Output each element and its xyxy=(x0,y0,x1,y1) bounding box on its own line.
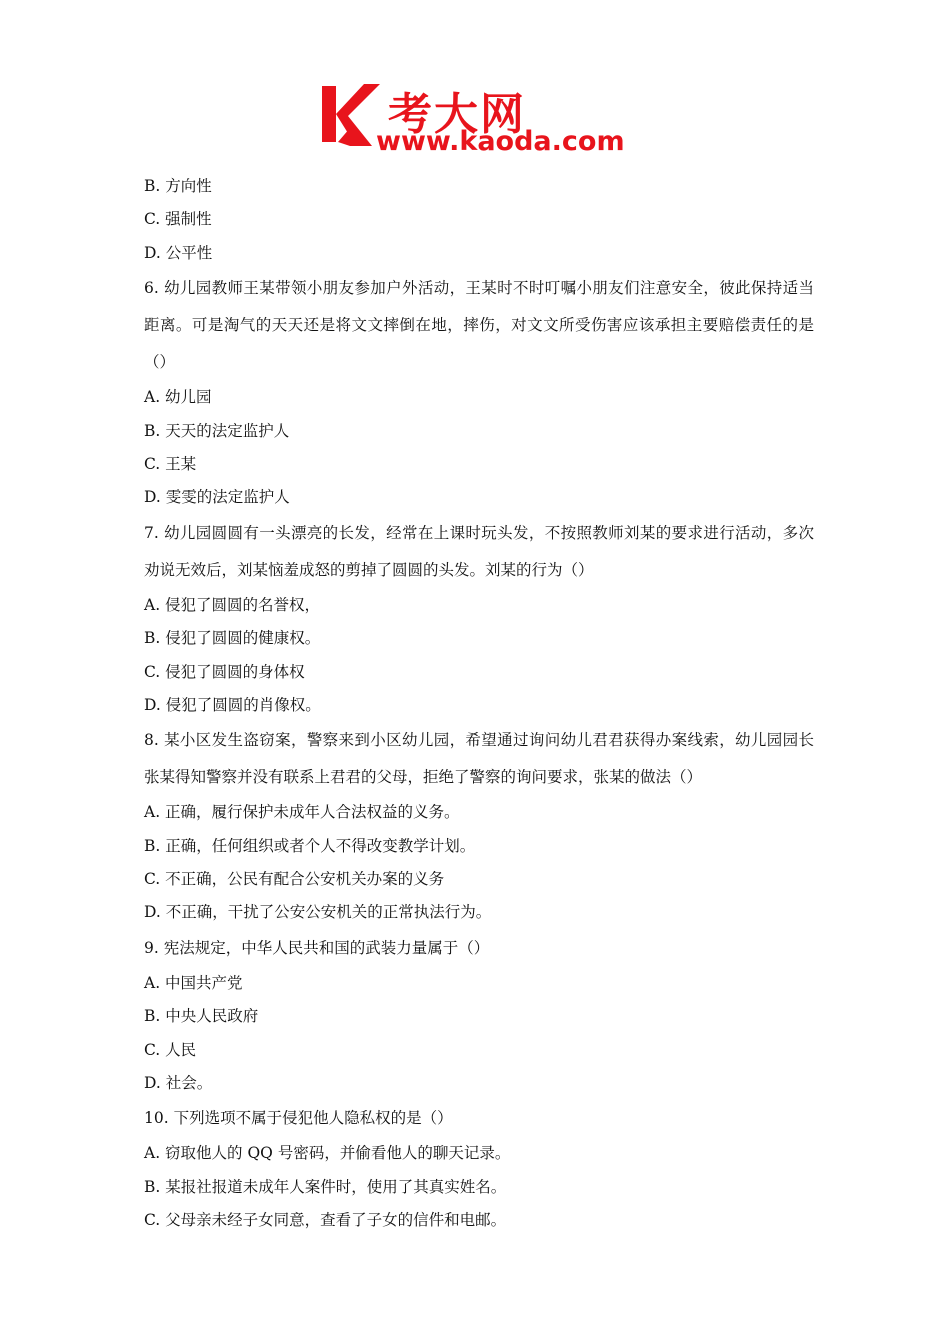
option-text: D. 社会。 xyxy=(144,1074,213,1093)
option-text: C. 强制性 xyxy=(144,210,212,229)
option-text: D. 雯雯的法定监护人 xyxy=(144,488,290,507)
option-text: B. 方向性 xyxy=(144,177,212,195)
option-text: B. 中央人民政府 xyxy=(144,1007,259,1026)
question-text: 10. 下列选项不属于侵犯他人隐私权的是（） xyxy=(144,1109,453,1128)
option-text: A. 正确，履行保护未成年人合法权益的义务。 xyxy=(144,803,460,822)
option-text: C. 王某 xyxy=(144,454,197,473)
option-text: B. 天天的法定监护人 xyxy=(144,421,290,440)
option-text: A. 窃取他人的 QQ 号密码，并偷看他人的聊天记录。 xyxy=(144,1144,511,1163)
document-body xyxy=(144,170,814,1238)
option-text: D. 不正确，干扰了公安公安机关的正常执法行为。 xyxy=(144,903,492,922)
option-text: A. 中国共产党 xyxy=(144,973,243,992)
question-text: 8. 某小区发生盗窃案，警察来到小区幼儿园，希望通过询问幼儿君君获得办案线索，幼儿园园长张某得知警察并没有联系上君君的父母，拒绝了警察的询问要求，张某的做法（） xyxy=(144,731,814,787)
question-text: 6. 幼儿园教师王某带领小朋友参加户外活动，王某时不时叮嘱小朋友们注意安全，彼此保持适当距离。可是淘气的天天还是将文文摔倒在地，摔伤，对文文所受伤害应该承担主要赔偿责任的是（） xyxy=(144,279,814,372)
option-text: C. 不正确，公民有配合公安机关办案的义务 xyxy=(144,870,445,889)
option-text: A. 幼儿园 xyxy=(144,388,212,407)
option-text: B. 某报社报道未成年人案件时，使用了其真实姓名。 xyxy=(144,1177,507,1196)
option-text: C. 侵犯了圆圆的身体权 xyxy=(144,662,305,681)
logo-url: www.kaoda.com xyxy=(376,126,625,157)
question-text: 7. 幼儿园圆圆有一头漂亮的长发，经常在上课时玩头发，不按照教师刘某的要求进行活动，多次劝说无效后，刘某恼羞成怒的剪掉了圆圆的头发。刘某的行为（） xyxy=(144,523,814,579)
option-text: C. 父母亲未经子女同意，查看了子女的信件和电邮。 xyxy=(144,1211,507,1230)
question-text: 9. 宪法规定，中华人民共和国的武装力量属于（） xyxy=(144,938,490,957)
kaoda-logo xyxy=(320,80,640,160)
option-text: D. 公平性 xyxy=(144,243,213,262)
option-text: C. 人民 xyxy=(144,1040,197,1059)
option-text: B. 正确，任何组织或者个人不得改变教学计划。 xyxy=(144,836,476,855)
option-text: B. 侵犯了圆圆的健康权。 xyxy=(144,629,321,648)
option-text: A. 侵犯了圆圆的名誉权， xyxy=(144,595,321,614)
option-text: D. 侵犯了圆圆的肖像权。 xyxy=(144,695,321,714)
logo-chinese-name: 考大网 xyxy=(388,89,526,140)
k-logo-icon xyxy=(320,80,382,150)
